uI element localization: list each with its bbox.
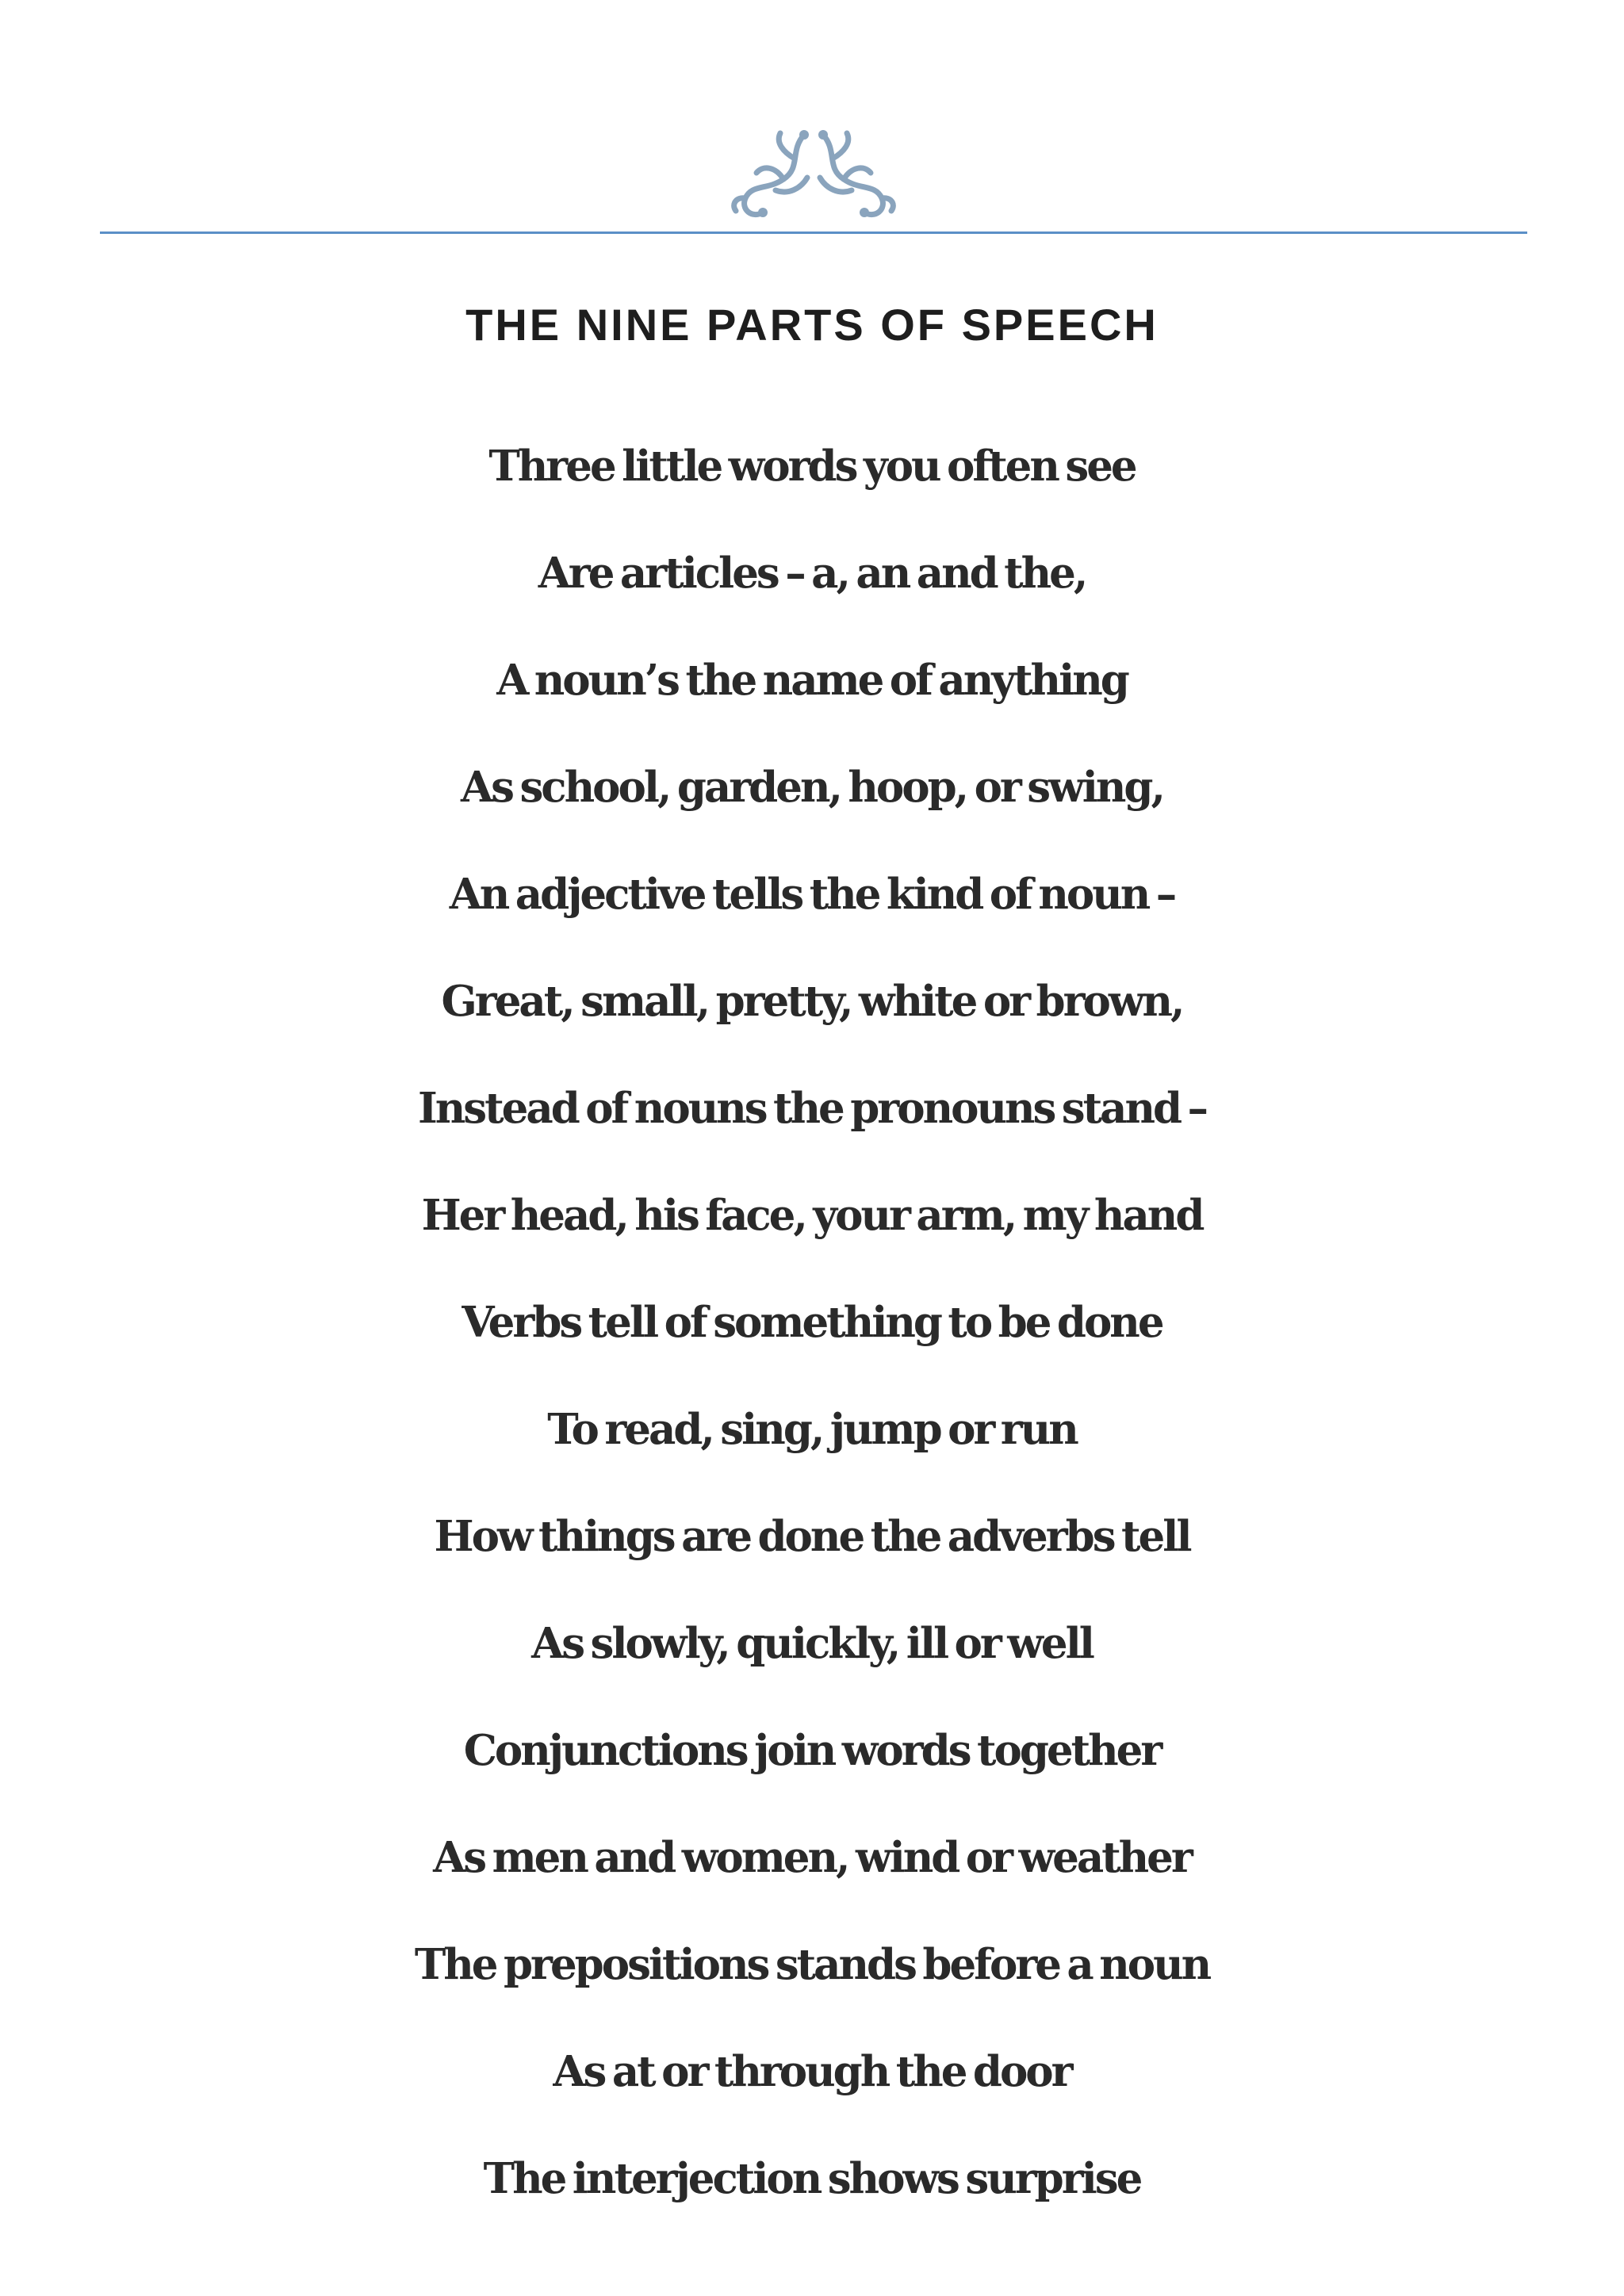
poem-line: As at or through the door: [553, 2047, 1071, 2096]
poem-line: How things are done the adverbs tell: [434, 1512, 1190, 1561]
poem-line: Her head, his face, your arm, my hand: [421, 1191, 1203, 1240]
poem-line: Conjunctions join words together: [463, 1726, 1161, 1775]
poem-line: An adjective tells the kind of noun –: [449, 870, 1175, 919]
poem-line: As men and women, wind or weather: [433, 1833, 1191, 1882]
poem-line: As school, garden, hoop, or swing,: [461, 763, 1163, 812]
poem-line: Instead of nouns the pronouns stand –: [417, 1084, 1207, 1133]
poem-line: Great, small, pretty, white or brown,: [441, 977, 1183, 1026]
poem-line: A noun’s the name of anything: [496, 656, 1128, 705]
header-divider: [100, 232, 1527, 234]
poem-line: Three little words you often see: [488, 442, 1136, 491]
poem-line: Are articles – a, an and the,: [538, 549, 1086, 598]
poem-line: The prepositions stands before a noun: [414, 1940, 1210, 1989]
poem-line: Verbs tell of something to be done: [462, 1298, 1162, 1347]
poem-line: As slowly, quickly, ill or well: [531, 1619, 1093, 1668]
page-title: THE NINE PARTS OF SPEECH: [465, 299, 1159, 350]
poem: [0, 434, 1624, 2254]
poem-line: The interjection shows surprise: [483, 2154, 1141, 2203]
floral-flourish-icon: [728, 127, 899, 222]
poem-line: To read, sing, jump or run: [547, 1405, 1077, 1454]
